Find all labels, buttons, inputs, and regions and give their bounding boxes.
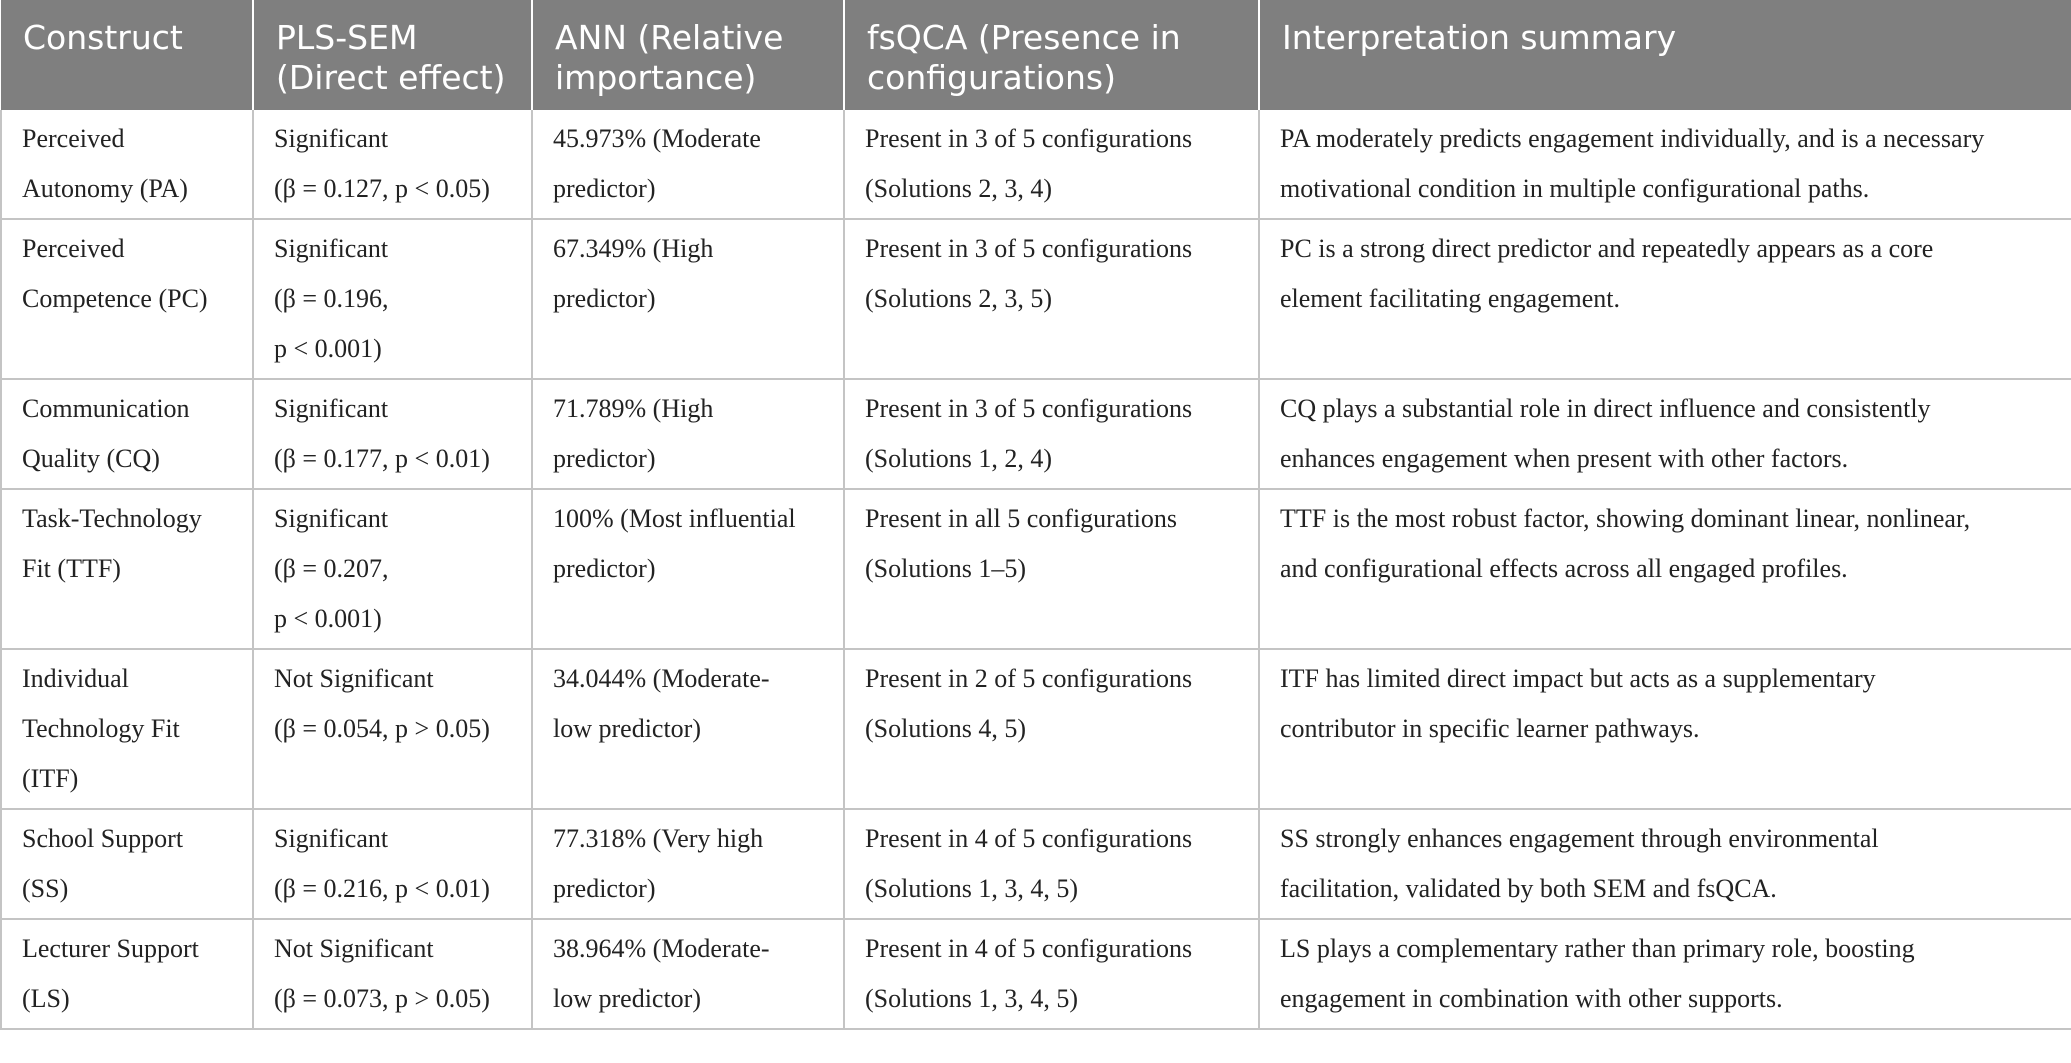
interpretation-cell: [1259, 489, 2071, 649]
interpretation-cell: [1259, 219, 2071, 379]
construct-cell: [1, 649, 253, 809]
table-row: [1, 489, 2071, 649]
cell-text-line: Present in 3 of 5 configurations: [865, 394, 1193, 423]
cell-text-line: engagement in combination with other supports.: [1280, 984, 1783, 1013]
cell-text-line: LS plays a complementary rather than primary role, boosting: [1280, 934, 1915, 963]
header-construct: [1, 0, 253, 110]
cell-text-line: Autonomy (PA): [22, 174, 188, 203]
cell-text-line: Technology Fit: [22, 714, 180, 743]
cell-text-line: Not Significant: [274, 664, 434, 693]
cell-text-line: (β = 0.054, p > 0.05): [274, 714, 490, 743]
table-row: [1, 379, 2071, 489]
cell-text-line: (SS): [22, 874, 69, 903]
cell-text-line: (Solutions 1, 2, 4): [865, 444, 1053, 473]
header-line: (Direct effect): [276, 58, 506, 97]
ann-cell: [532, 110, 844, 219]
cell-text-line: Significant: [274, 824, 389, 853]
pls-sem-cell: [253, 379, 532, 489]
cell-text-line: 67.349% (High: [553, 234, 714, 263]
interpretation-cell: [1259, 809, 2071, 919]
construct-cell: [1, 489, 253, 649]
cell-text-line: Quality (CQ): [22, 444, 160, 473]
table-row: [1, 919, 2071, 1029]
cell-text-line: ITF has limited direct impact but acts as a supplementary: [1280, 664, 1876, 693]
header-line: PLS-SEM: [276, 18, 418, 57]
cell-text-line: Fit (TTF): [22, 554, 121, 583]
cell-text-line: (Solutions 2, 3, 4): [865, 174, 1053, 203]
header-line: importance): [555, 58, 757, 97]
header-line: ANN (Relative: [555, 18, 784, 57]
cell-text-line: (β = 0.127, p < 0.05): [274, 174, 490, 203]
fsqca-cell: [844, 919, 1259, 1029]
cell-text-line: Present in 2 of 5 configurations: [865, 664, 1193, 693]
cell-text-line: (β = 0.177, p < 0.01): [274, 444, 490, 473]
cell-text-line: Significant: [274, 234, 389, 263]
pls-sem-cell: [253, 919, 532, 1029]
cell-text-line: enhances engagement when present with other factors.: [1280, 444, 1849, 473]
cell-text-line: Significant: [274, 394, 389, 423]
cell-text-line: Significant: [274, 124, 389, 153]
cell-text-line: (Solutions 1, 3, 4, 5): [865, 984, 1079, 1013]
construct-cell: [1, 219, 253, 379]
cell-text-line: contributor in specific learner pathways.: [1280, 714, 1700, 743]
interpretation-cell: [1259, 649, 2071, 809]
ann-cell: [532, 919, 844, 1029]
cell-text-line: p < 0.001): [274, 334, 382, 363]
cell-text-line: Present in 4 of 5 configurations: [865, 934, 1193, 963]
cell-text-line: (Solutions 1–5): [865, 554, 1027, 583]
cell-text-line: (β = 0.216, p < 0.01): [274, 874, 490, 903]
header-line: configurations): [867, 58, 1116, 97]
header-pls-sem: [253, 0, 532, 110]
cell-text-line: 77.318% (Very high: [553, 824, 764, 853]
fsqca-cell: [844, 379, 1259, 489]
cell-text-line: facilitation, validated by both SEM and fsQCA.: [1280, 874, 1777, 903]
fsqca-cell: [844, 219, 1259, 379]
interpretation-cell: [1259, 379, 2071, 489]
header-fsqca: [844, 0, 1259, 110]
cell-text-line: (ITF): [22, 764, 79, 793]
cell-text-line: low predictor): [553, 714, 702, 743]
cell-text-line: TTF is the most robust factor, showing dominant linear, nonlinear,: [1280, 504, 1971, 533]
cell-text-line: Perceived: [22, 234, 125, 263]
cell-text-line: motivational condition in multiple configurational paths.: [1280, 174, 1870, 203]
header-line: Construct: [23, 18, 183, 57]
table-row: [1, 649, 2071, 809]
cell-text-line: (Solutions 4, 5): [865, 714, 1027, 743]
cell-text-line: (β = 0.207,: [274, 554, 389, 583]
cell-text-line: Perceived: [22, 124, 125, 153]
cell-text-line: predictor): [553, 554, 656, 583]
ann-cell: [532, 809, 844, 919]
cell-text-line: predictor): [553, 444, 656, 473]
pls-sem-cell: [253, 110, 532, 219]
cell-text-line: (β = 0.073, p > 0.05): [274, 984, 490, 1013]
table-body: [1, 110, 2071, 1029]
header-interpretation: [1259, 0, 2071, 110]
cell-text-line: 71.789% (High: [553, 394, 714, 423]
table-row: [1, 110, 2071, 219]
table-row: [1, 219, 2071, 379]
pls-sem-cell: [253, 649, 532, 809]
ann-cell: [532, 649, 844, 809]
cell-text-line: predictor): [553, 284, 656, 313]
fsqca-cell: [844, 489, 1259, 649]
cell-text-line: SS strongly enhances engagement through environmental: [1280, 824, 1879, 853]
cell-text-line: 100% (Most influential: [553, 504, 796, 533]
cell-text-line: PA moderately predicts engagement individually, and is a necessary: [1280, 124, 1985, 153]
pls-sem-cell: [253, 219, 532, 379]
cell-text-line: CQ plays a substantial role in direct influence and consistently: [1280, 394, 1931, 423]
cell-text-line: predictor): [553, 874, 656, 903]
cell-text-line: 45.973% (Moderate: [553, 124, 761, 153]
cell-text-line: Lecturer Support: [22, 934, 199, 963]
ann-cell: [532, 379, 844, 489]
ann-cell: [532, 489, 844, 649]
cell-text-line: Task-Technology: [22, 504, 202, 533]
cell-text-line: predictor): [553, 174, 656, 203]
cell-text-line: Present in 3 of 5 configurations: [865, 234, 1193, 263]
cell-text-line: Present in 4 of 5 configurations: [865, 824, 1193, 853]
cell-text-line: Individual: [22, 664, 129, 693]
table-row: [1, 809, 2071, 919]
header-ann: [532, 0, 844, 110]
cell-text-line: Competence (PC): [22, 284, 208, 313]
cell-text-line: low predictor): [553, 984, 702, 1013]
cell-text-line: p < 0.001): [274, 604, 382, 633]
pls-sem-cell: [253, 489, 532, 649]
construct-cell: [1, 379, 253, 489]
cell-text-line: School Support: [22, 824, 184, 853]
interpretation-cell: [1259, 110, 2071, 219]
cell-text-line: 34.044% (Moderate-: [553, 664, 770, 693]
cell-text-line: element facilitating engagement.: [1280, 284, 1621, 313]
cell-text-line: Present in all 5 configurations: [865, 504, 1177, 533]
cell-text-line: Significant: [274, 504, 389, 533]
interpretation-cell: [1259, 919, 2071, 1029]
cell-text-line: Present in 3 of 5 configurations: [865, 124, 1193, 153]
fsqca-cell: [844, 809, 1259, 919]
cell-text-line: (LS): [22, 984, 70, 1013]
fsqca-cell: [844, 649, 1259, 809]
cell-text-line: (Solutions 2, 3, 5): [865, 284, 1053, 313]
construct-cell: [1, 110, 253, 219]
cell-text-line: PC is a strong direct predictor and repeatedly appears as a core: [1280, 234, 1934, 263]
header-line: Interpretation summary: [1282, 18, 1677, 57]
fsqca-cell: [844, 110, 1259, 219]
header-line: fsQCA (Presence in: [867, 18, 1181, 57]
table-header-row: [1, 0, 2071, 110]
cell-text-line: Communication: [22, 394, 190, 423]
cell-text-line: Not Significant: [274, 934, 434, 963]
cell-text-line: (β = 0.196,: [274, 284, 389, 313]
construct-cell: [1, 809, 253, 919]
ann-cell: [532, 219, 844, 379]
cell-text-line: (Solutions 1, 3, 4, 5): [865, 874, 1079, 903]
cell-text-line: 38.964% (Moderate-: [553, 934, 770, 963]
construct-cell: [1, 919, 253, 1029]
pls-sem-cell: [253, 809, 532, 919]
cell-text-line: and configurational effects across all engaged profiles.: [1280, 554, 1848, 583]
